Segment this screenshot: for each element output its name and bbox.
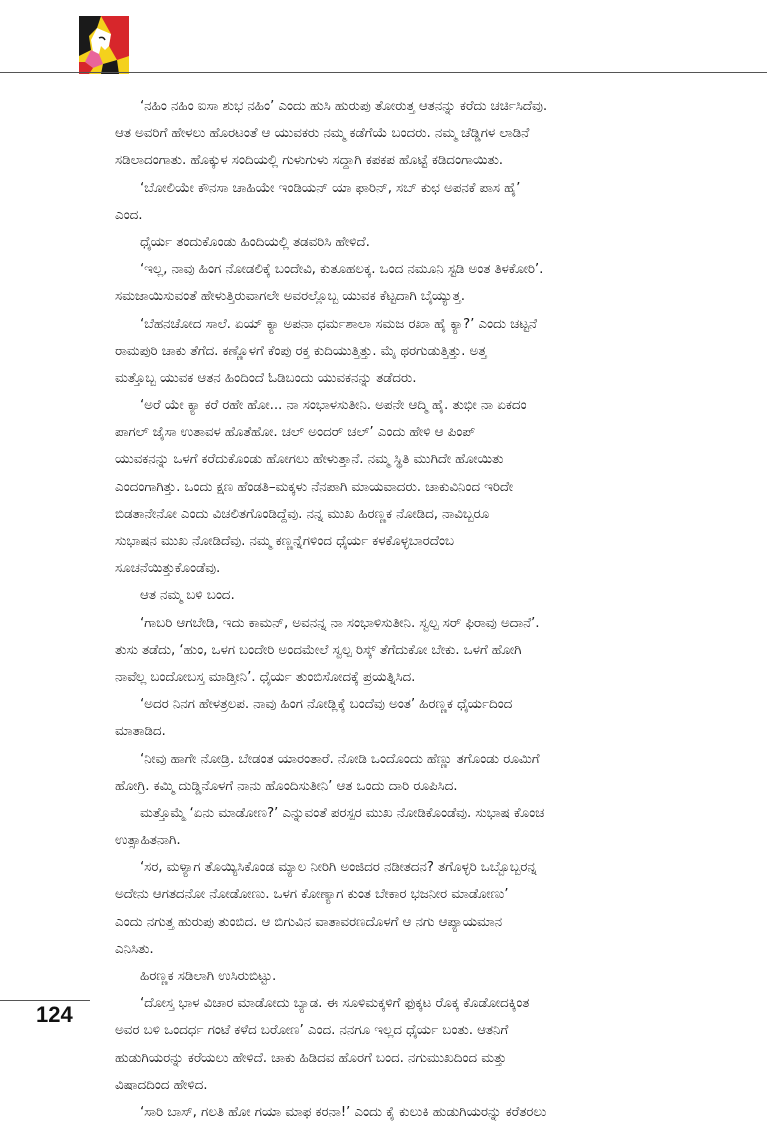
- body-text: [115, 93, 715, 1126]
- text-line: ಮಾತಾಡಿದ.: [115, 723, 166, 740]
- text-line: ಯುವಕನನ್ನು ಒಳಗೆ ಕರೆದುಕೊಂಡು ಹೋಗಲು ಹೇಳುತ್ತಾನೆ. ನಮ್ಮ ಸ್ಥಿತಿ ಮುಗಿದೇ ಹೋಯಿತು: [115, 451, 504, 468]
- text-line: ‘ಬೆಹನಚೋದ ಸಾಲೆ. ಏಯ್ ಕ್ಯಾ ಅಪನಾ ಧರ್ಮಶಾಲಾ ಸಮಜ ರಖಾ ಹೈ ಕ್ಯಾ?’ ಎಂದು ಚಟ್ಟನೆ: [140, 315, 537, 332]
- text-line: ಹಿರಣ್ಣಕ ಸಡಿಲಾಗಿ ಉಸಿರುಬಿಟ್ಟು.: [140, 968, 277, 984]
- face-profile-logo: [79, 16, 129, 74]
- text-line: ‘ದೋಸ್ತ ಭಾಳ ವಿಚಾರ ಮಾಡೋದು ಬ್ಯಾಡ. ಈ ಸೂಳಿಮಕ್ಕಳಿಗೆ ಫುಕ್ಕಟ ರೊಕ್ಕ ಕೊಡೋದಕ್ಕಿಂತ: [140, 995, 530, 1012]
- text-line: ಪಾಗಲ್ ಜೈಸಾ ಉತಾವಳ ಹೊತೆಹೋ. ಚಲ್ ಅಂದರ್ ಚಲ್’ ಎಂದು ಹೇಳಿ ಆ ಪಿಂಪ್: [115, 424, 476, 441]
- text-line: ಎಂದ.: [115, 206, 143, 223]
- text-line: ಆತ ಅವರಿಗೆ ಹೇಳಲು ಹೊರಟಂತೆ ಆ ಯುವಕರು ನಮ್ಮ ಕಡೆಗೆಯೆ ಬಂದರು. ನಮ್ಮ ಚೆಡ್ಡಿಗಳ ಲಾಡಿನೆ: [115, 125, 530, 142]
- text-line: ಸೂಚನೆಯಿತ್ತುಕೊಂಡೆವು.: [115, 560, 221, 577]
- text-line: ವಿಷಾದದಿಂದ ಹೇಳಿದ.: [115, 1076, 208, 1093]
- text-line: ‘ಅದರ ನಿನಗ ಹೇಳತ್ರಲಪ. ನಾವು ಹಿಂಗ ನೋಡ್ಲಿಕ್ಕೆ ಬಂದೆವು ಅಂತ’ ಹಿರಣ್ಣಕ ಧೈರ್ಯದಿಂದ: [140, 696, 513, 713]
- text-line: ‘ಅರೆ ಯೇ ಕ್ಯಾ ಕರೆ ರಹೇ ಹೋ... ನಾ ಸಂಭಾಳಸುತೀನಿ. ಅಪನೇ ಆದ್ಮಿ ಹೈ. ತುಭೀ ನಾ ಏಕದಂ: [140, 397, 527, 414]
- text-line: ಮತ್ತೊಮ್ಮೆ ‘ಏನು ಮಾಡೋಣ?’ ಎನ್ನುವಂತೆ ಪರಸ್ಪರ ಮುಖ ನೋಡಿಕೊಂಡೆವು. ಸುಭಾಷ ಕೊಂಚ: [140, 804, 545, 821]
- text-line: ಅವರ ಬಳಿ ಒಂದರ್ಧ ಗಂಟೆ ಕಳೆದ ಬರೋಣ’ ಎಂದ. ನನಗೂ ಇಲ್ಲದ ಧೈರ್ಯ ಬಂತು. ಆತನಿಗೆ: [115, 1022, 509, 1039]
- text-line: ‘ನೀವು ಹಾಗೇ ನೋಡ್ರಿ. ಬೇಡಂತ ಯಾರಂತಾರೆ. ನೋಡಿ ಒಂದೊಂದು ಹೆಣ್ಣು ತಗೊಂಡು ರೂಮಿಗೆ: [140, 750, 540, 767]
- text-line: ‘ಸಾರಿ ಬಾಸ್, ಗಲತಿ ಹೋ ಗಯಾ ಮಾಫ ಕರನಾ!’ ಎಂದು ಕೈ ಕುಲುಕಿ ಹುಡುಗಿಯರನ್ನು ಕರೆತರಲು: [140, 1103, 547, 1120]
- text-line: ಎಂದು ನಗುತ್ತ ಹುರುಪು ತುಂಬಿದ. ಆ ಬಿಗುವಿನ ವಾತಾವರಣದೊಳಗೆ ಆ ನಗು ಆಪ್ಯಾಯಮಾನ: [115, 913, 503, 930]
- text-line: ನಾವೆಲ್ಲ ಬಂದೋಬಸ್ತ ಮಾಡ್ತೀನಿ’. ಧೈರ್ಯ ತುಂಬಿಸೋದಕ್ಕೆ ಪ್ರಯತ್ನಿಸಿದ.: [115, 668, 416, 685]
- text-line: ಹುಡುಗಿಯರನ್ನು ಕರೆಯಲು ಹೇಳಿದೆ. ಚಾಕು ಹಿಡಿದವ ಹೊರಗೆ ಬಂದ. ನಗುಮುಖದಿಂದ ಮತ್ತು: [115, 1049, 507, 1066]
- text-line: ತುಸು ತಡೆದು, ‘ಹುಂ, ಒಳಗ ಬಂದೇರಿ ಅಂದಮೇಲೆ ಸ್ವಲ್ಪ ರಿಸ್ಕ್ ತೆಗೆದುಕೋ ಬೇಕು. ಒಳಗೆ ಹೋಗಿ: [115, 641, 522, 658]
- text-line: ಮತ್ತೊಬ್ಬ ಯುವಕ ಆತನ ಹಿಂದಿಂದೆ ಓಡಿಬಂದು ಯುವಕನನ್ನು ತಡೆದರು.: [115, 369, 417, 386]
- text-line: ಹೋಗ್ರಿ. ಕಮ್ಮಿ ದುಡ್ಡಿನೊಳಗೆ ನಾನು ಹೊಂದಿಸುತೀನಿ’ ಆತ ಒಂದು ದಾರಿ ರೂಪಿಸಿದ.: [115, 777, 458, 794]
- text-line: ಉತ್ಸಾಹಿತನಾಗಿ.: [115, 832, 181, 849]
- text-line: ಸಮಜಾಯಿಸುವಂತೆ ಹೇಳುತ್ತಿರುವಾಗಲೇ ಅವರಲ್ಲೊಬ್ಬ ಯುವಕ ಕೆಟ್ಟದಾಗಿ ಬೈಯ್ಯುತ್ತ.: [115, 288, 465, 305]
- text-line: ‘ಸರ, ಮಳ್ಯಾಗ ತೊಯ್ಯಿಸಿಕೊಂಡ ಮ್ಯಾಲ ನೀರಿಗಿ ಅಂಜಿದರ ನಡೀತದನ? ತಗೊಳ್ಳರಿ ಒಬ್ಬೊಬ್ಬರನ್ನ: [140, 859, 537, 876]
- footer-rule: [0, 1000, 90, 1001]
- text-line: ‘ಇಲ್ಲ, ನಾವು ಹಿಂಗ ನೋಡಲಿಕ್ಕೆ ಬಂದೇವಿ, ಕುತೂಹಲಕ್ಕ. ಒಂದ ನಮೂನಿ ಸ್ಟಡಿ ಅಂತ ತಿಳಕೋರಿ’.: [140, 261, 544, 278]
- page-number: 124: [36, 1002, 73, 1027]
- text-line: ಧೈರ್ಯ ತಂದುಕೊಂಡು ಹಿಂದಿಯಲ್ಲಿ ತಡವರಿಸಿ ಹೇಳಿದೆ.: [140, 233, 370, 250]
- text-line: ‘ಬೋಲಿಯೇ ಕೌನಸಾ ಚಾಹಿಯೇ ಇಂಡಿಯನ್ ಯಾ ಫಾರಿನ್, ಸಬ್ ಕುಛ ಅಪನಕೆ ಪಾಸ ಹೈ’: [140, 179, 521, 196]
- text-line: ಸುಭಾಷನ ಮುಖ ನೋಡಿದೆವು. ನಮ್ಮ ಕಣ್ಣನ್ನೆಗಳಿಂದ ಧೈರ್ಯ ಕಳಕೊಳ್ಳಬಾರದೆಂಬ: [115, 533, 454, 549]
- text-line: ‘ಗಾಬರಿ ಆಗಬೇಡಿ, ಇದು ಕಾಮನ್, ಅವನನ್ನ ನಾ ಸಂಭಾಳಿಸುತೀನಿ. ಸ್ವಲ್ಪ ಸರ್ ಫಿರಾವು ಅದಾನೆ’.: [140, 614, 540, 631]
- header-rule: [0, 72, 767, 73]
- text-line: ಆತ ನಮ್ಮ ಬಳಿ ಬಂದ.: [140, 587, 235, 604]
- text-line: ‘ನಹಿಂ ನಹಿಂ ಐಸಾ ಶುಭ ನಹಿಂ’ ಎಂದು ಹುಸಿ ಹುರುಪು ತೋರುತ್ತ ಆತನನ್ನು ಕರೆದು ಚರ್ಚಿಸಿದೆವು.: [140, 98, 548, 114]
- text-line: ಅದೇನು ಆಗತದನೋ ನೋಡೋಣು. ಒಳಗ ಕೋಣ್ಯಾಗ ಕುಂತ ಬೇಕಾರ ಭಜನೀರ ಮಾಡೋಣು’: [115, 886, 509, 903]
- text-line: ರಾಮಪುರಿ ಚಾಕು ತೆಗೆದ. ಕಣ್ಣೊಳಗೆ ಕೆಂಪು ರಕ್ತ ಕುದಿಯುತ್ತಿತ್ತು. ಮೈ ಥರಗುಡುತ್ತಿತ್ತು. ಅತ್ತ: [115, 342, 487, 359]
- text-line: ಎನಿಸಿತು.: [115, 940, 154, 957]
- text-line: ಎಂದಂಗಾಗಿತ್ತು. ಒಂದು ಕ್ಷಣ ಹೆಂಡತಿ–ಮಕ್ಕಳು ನೆನಪಾಗಿ ಮಾಯವಾದರು. ಚಾಕುವಿನಿಂದ ಇರಿದೇ: [115, 478, 513, 495]
- text-line: ಸಡಿಲಾದಂಗಾತು. ಹೊಕ್ಕುಳ ಸಂದಿಯಲ್ಲಿ ಗುಳುಗುಳು ಸದ್ದಾಗಿ ಕಪಕಪ ಹೊಟ್ಟೆ ಕಡಿದಂಗಾಯಿತು.: [115, 152, 503, 169]
- text-line: ಬಿಡತಾನೇನೋ ಎಂದು ವಿಚಲಿತಗೊಂಡಿದ್ದೆವು. ನನ್ನ ಮುಖ ಹಿರಣ್ಣಕ ನೋಡಿದ, ನಾವಿಬ್ಬರೂ: [115, 505, 490, 522]
